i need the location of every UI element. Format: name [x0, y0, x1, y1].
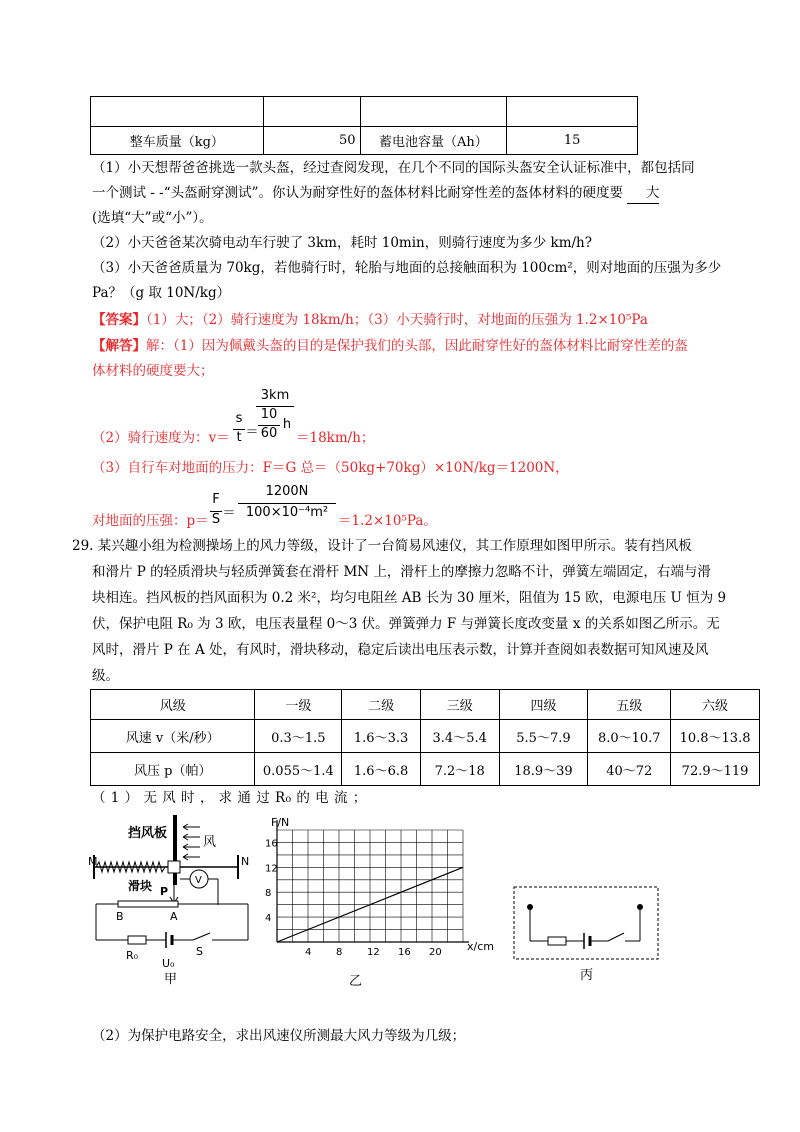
wind-table-cell: 7.2～18	[420, 753, 499, 786]
q28-p3-line2: Pa？（g 取 10N/kg）	[92, 285, 231, 301]
x-tick-label: 16	[398, 947, 411, 958]
formula-t: t	[236, 430, 242, 445]
formula-area: 100×10⁻⁴m²	[245, 505, 329, 520]
wind-table-cell: 3.4～5.4	[420, 720, 499, 753]
wind-table-header: 二级	[342, 690, 421, 720]
formula-inner-den: 60	[260, 426, 278, 441]
answer-tag: 【答案】	[92, 312, 146, 328]
figure-jia-circuit	[88, 815, 258, 985]
solution-speed-label: （2）骑行速度为：v＝	[92, 430, 230, 446]
formula-1200N: 1200N	[265, 484, 309, 499]
figure-bing-circuit	[512, 885, 662, 985]
wind-table-header: 六级	[671, 690, 760, 720]
figure-bing-label: 丙	[580, 968, 594, 983]
label-p: P	[160, 885, 169, 898]
figure-yi-label: 乙	[349, 974, 363, 989]
formula-inner-num: 10	[260, 407, 278, 422]
wind-table-cell: 0.055～1.4	[255, 753, 342, 786]
spring	[96, 862, 165, 872]
solution-line1	[92, 336, 688, 356]
q28-p3-line1: （3）小天爸爸质量为 70kg，若他骑行时，轮胎与地面的总接触面积为 100cm²，则对地面的压强为多少	[92, 260, 722, 276]
label-b: B	[116, 910, 124, 923]
wind-table-cell: 18.9～39	[499, 753, 588, 786]
answer-text: （1）大；（2）骑行速度为 18km/h；（3）小天骑行时，对地面的压强为 1.2×10⁵Pa	[146, 312, 648, 328]
chart-axes	[277, 820, 469, 942]
solution-text: 解：（1）因为佩戴头盔的目的是保护我们的头部，因此耐穿性好的盔体材料比耐穿性差的盔	[146, 338, 688, 354]
wind-table-cell: 10.8～13.8	[671, 720, 760, 753]
chart-ylabel: F/N	[271, 816, 290, 829]
wind-table-cell: 1.6～6.8	[342, 753, 421, 786]
formula-num: 3km	[260, 388, 290, 403]
wind-table-cell: 72.9～119	[671, 753, 760, 786]
spec-cell	[263, 97, 360, 127]
wind-table-header: 一级	[255, 690, 342, 720]
spec-value-2: 15	[507, 127, 638, 155]
y-tick-label: 4	[265, 913, 272, 925]
resistor-icon	[548, 937, 566, 945]
chart-xlabel: x/cm	[467, 940, 494, 953]
formula-eq: ＝	[245, 425, 259, 440]
table-row	[91, 753, 760, 786]
label-m: M	[88, 855, 98, 868]
label-a: A	[170, 910, 178, 923]
switch-icon	[193, 933, 210, 940]
chart-grid	[277, 830, 463, 942]
q29-sub2: （2）为保护电路安全，求出风速仪所测最大风力等级为几级；	[92, 1028, 466, 1044]
q29-line5: 风时，滑片 P 在 A 处，有风时，滑块移动，稳定后读出电压表示数，计算并查阅如表数据可知风速及风	[92, 642, 709, 658]
formula-eq: ＝	[222, 506, 236, 521]
label-n: N	[241, 855, 250, 868]
formula-S: S	[211, 512, 221, 527]
spec-label-2: 蓄电池容量（Ah）	[360, 127, 507, 155]
q29-line6: 级。	[92, 668, 119, 684]
x-tick-label: 20	[429, 947, 442, 958]
solution-force: （3）自行车对地面的压力：F＝G 总＝（50kg+70kg）×10N/kg＝1200N，	[92, 460, 569, 476]
dashed-box	[514, 887, 658, 959]
slider-block	[168, 861, 180, 873]
wind-table-cell: 0.3～1.5	[255, 720, 342, 753]
x-tick-label: 8	[336, 947, 343, 958]
wind-table-header: 四级	[499, 690, 588, 720]
figure-jia-label: 甲	[164, 972, 178, 985]
resistance-wire-ab	[118, 901, 178, 907]
q29-line1: 29. 某兴趣小组为检测操场上的风力等级，设计了一台简易风速仪，其工作原理如图甲所示。装有挡风板	[72, 538, 692, 554]
pressure-result: ＝1.2×10⁵Pa。	[338, 513, 437, 529]
y-tick-label: 8	[265, 888, 272, 900]
wind-table-header: 五级	[588, 690, 671, 720]
q28-p1-line2	[92, 183, 659, 204]
solution-tag: 【解答】	[92, 338, 146, 354]
label-v: V	[195, 875, 202, 886]
wind-label: 风	[203, 835, 217, 850]
y-tick-label: 16	[265, 838, 278, 850]
q29-sub1: （ 1 ） 无 风 时 ， 求 通 过 R₀ 的 电 流 ；	[92, 790, 367, 806]
q28-p1-line3: (选填“大”或“小”）。	[92, 210, 213, 226]
resistor-r0	[128, 936, 146, 944]
q28-p1-text: 一个测试 - -“头盔耐穿测试”。你认为耐穿性好的盔体材料比耐穿性差的盔体材料的硬度要	[92, 185, 624, 201]
solution-pressure-label: 对地面的压强：p＝	[92, 513, 209, 529]
q28-p1-line1: （1）小天想帮爸爸挑选一款头盔，经过查阅发现，在几个不同的国际头盔安全认证标准中，都包括同	[92, 160, 695, 176]
x-tick-label: 12	[367, 947, 380, 958]
wind-table-cell: 1.6～3.3	[342, 720, 421, 753]
chart-ticks	[265, 838, 442, 958]
spec-label: 整车质量（kg）	[91, 127, 264, 155]
q28-p1-answer-blank: 大	[627, 183, 659, 204]
formula-F: F	[212, 492, 220, 507]
spec-cell	[91, 97, 264, 127]
wind-table	[90, 689, 760, 786]
figure-yi-chart	[255, 812, 505, 992]
spec-table	[90, 96, 638, 155]
q29-line2: 和滑片 P 的轻质滑块与轻质弹簧套在滑杆 MN 上，滑杆上的摩擦力忽略不计，弹簧左端固定，右端与滑	[92, 564, 711, 580]
answer-line	[92, 310, 648, 330]
formula-s: s	[235, 411, 243, 426]
slider-label: 滑块	[128, 879, 153, 893]
wind-table-header: 风级	[91, 690, 255, 720]
wind-table-cell: 8.0～10.7	[588, 720, 671, 753]
wind-table-cell: 5.5～7.9	[499, 720, 588, 753]
board-label: 挡风板	[128, 826, 168, 841]
switch-icon	[608, 933, 624, 941]
speed-result: ＝18km/h；	[296, 430, 375, 446]
x-tick-label: 4	[305, 947, 312, 958]
y-tick-label: 12	[265, 863, 278, 875]
solution-line2: 体材料的硬度要大；	[92, 363, 214, 379]
wind-table-cell: 风压 p（帕）	[91, 753, 255, 786]
label-u0: U₀	[162, 957, 175, 970]
spec-cell	[360, 97, 507, 127]
q29-line3: 块相连。挡风板的挡风面积为 0.2 米²，均匀电阻丝 AB 长为 30 厘米，阻值为 15 欧，电源电压 U 恒为 9	[92, 590, 727, 606]
spec-cell	[507, 97, 638, 127]
wind-table-cell: 风速 v（米/秒）	[91, 720, 255, 753]
formula-bar	[238, 503, 336, 504]
wind-table-cell: 40～72	[588, 753, 671, 786]
q29-line4: 伏，保护电阻 R₀ 为 3 欧，电压表量程 0～3 伏。弹簧弹力 F 与弹簧长度改变量 x 的关系如图乙所示。无	[92, 616, 720, 632]
formula-h: h	[282, 417, 292, 432]
label-r0: R₀	[126, 949, 139, 962]
table-row	[91, 720, 760, 753]
spec-value: 50	[263, 127, 360, 155]
q28-p2: （2）小天爸爸某次骑电动车行驶了 3km，耗时 10min，则骑行速度为多少 km/h?	[92, 235, 592, 251]
wind-arrows	[183, 824, 200, 860]
label-s: S	[196, 945, 203, 958]
wind-table-header: 三级	[420, 690, 499, 720]
